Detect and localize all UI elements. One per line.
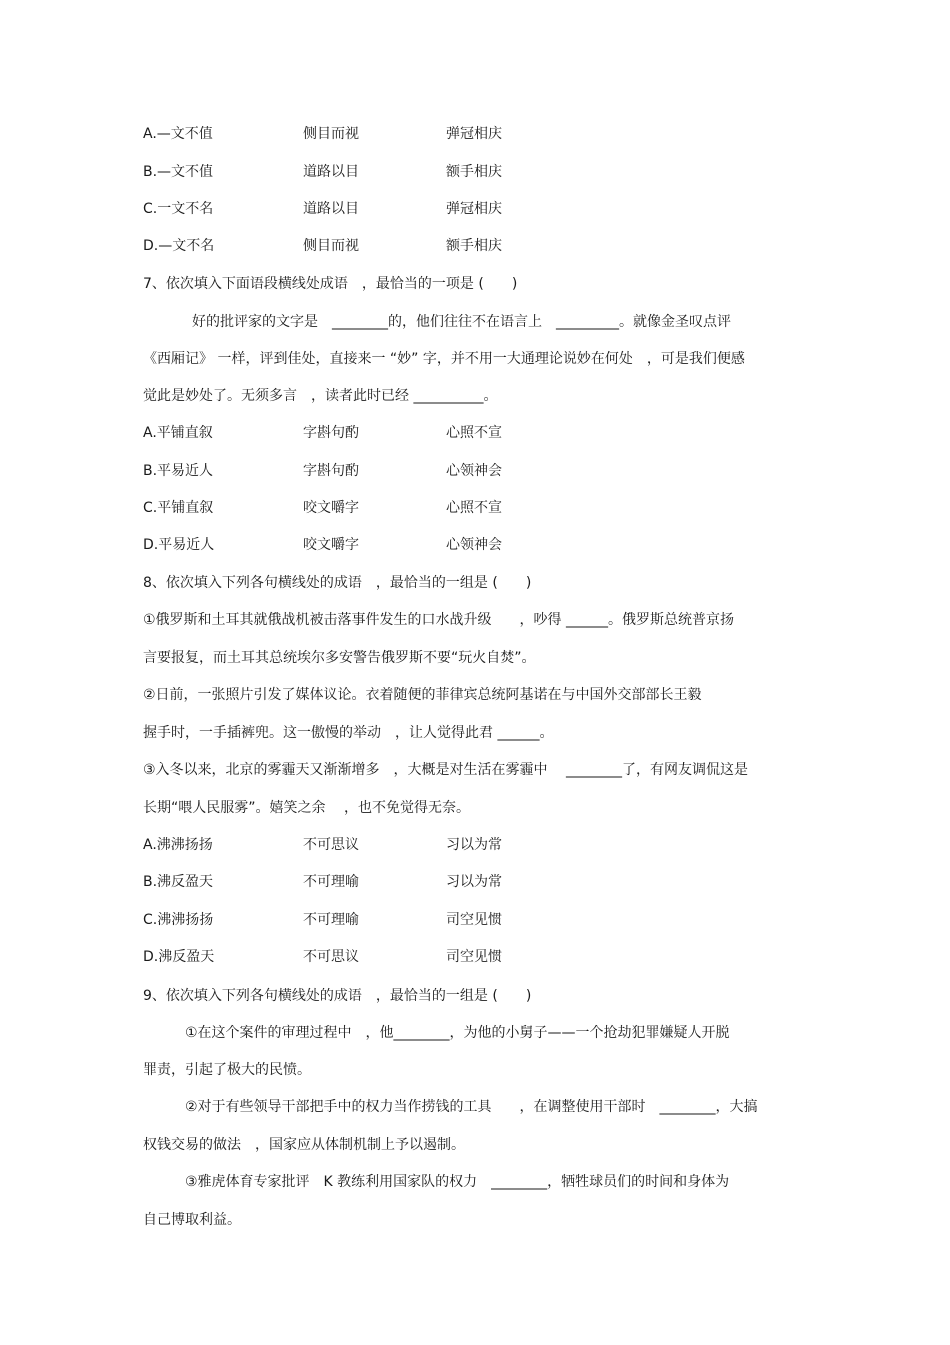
question-9-passage-line: 罪责，引起了极大的民愤。 (143, 1062, 311, 1078)
option-word: 侧目而视 (303, 126, 359, 142)
option-word: 心照不宣 (446, 500, 502, 516)
option-word: 心照不宣 (446, 425, 502, 441)
question-7-passage-line: 好的批评家的文字是 ________的，他们往往不在语言上 _________。就像金圣叹点评 (192, 314, 731, 330)
question-7-stem: 7、依次填入下面语段横线处成语 ，最恰当的一项是 ( ) (143, 276, 518, 292)
question-9-passage-line: ①在这个案件的审理过程中 ，他________，为他的小舅子——一个抢劫犯罪嫌疑人开脱 (185, 1025, 730, 1041)
question-9-passage-line: ②对于有些领导干部把手中的权力当作捞钱的工具 ，在调整使用干部时 ________，大搞 (185, 1099, 758, 1115)
option-word: 咬文嚼字 (303, 537, 359, 553)
option-word: 不可思议 (303, 949, 359, 965)
option-word: 弹冠相庆 (446, 201, 502, 217)
question-8-passage-line: 长期“喂人民服雾”。嬉笑之余 ，也不免觉得无奈。 (143, 800, 470, 816)
question-9-stem: 9、依次填入下列各句横线处的成语 ，最恰当的一组是 ( ) (143, 988, 532, 1004)
option-label: B.平易近人 (143, 463, 214, 479)
option-label: A.沸沸扬扬 (143, 837, 213, 853)
option-label: A.平铺直叙 (143, 425, 213, 441)
question-9-passage-line: 自己博取利益。 (143, 1212, 241, 1228)
option-word: 不可思议 (303, 837, 359, 853)
option-label: D.沸反盈天 (143, 949, 215, 965)
option-label: C.沸沸扬扬 (143, 912, 214, 928)
option-word: 不可理喻 (303, 912, 359, 928)
question-7-passage-line: 《西厢记》 一样，评到佳处，直接来一 “妙” 字，并不用一大通理论说妙在何处 ，可是我们便感 (143, 351, 745, 367)
option-word: 习以为常 (446, 874, 502, 890)
option-label: C.一文不名 (143, 201, 214, 217)
question-8-passage-line: 言要报复，而土耳其总统埃尔多安警告俄罗斯不要“玩火自焚”。 (143, 650, 536, 666)
option-label: D.—文不名 (143, 238, 215, 254)
option-word: 侧目而视 (303, 238, 359, 254)
question-8-passage-line: ①俄罗斯和土耳其就俄战机被击落事件发生的口水战升级 ，吵得 ______。俄罗斯总统普京扬 (143, 612, 734, 628)
option-label: A.—文不值 (143, 126, 213, 142)
option-word: 额手相庆 (446, 238, 502, 254)
option-word: 道路以目 (303, 201, 359, 217)
option-word: 心领神会 (446, 463, 502, 479)
option-label: B.—文不值 (143, 164, 214, 180)
question-9-passage-line: ③雅虎体育专家批评 K 教练利用国家队的权力 ________，牺牲球员们的时间和身体为 (185, 1174, 730, 1190)
option-word: 咬文嚼字 (303, 500, 359, 516)
option-word: 额手相庆 (446, 164, 502, 180)
option-word: 字斟句酌 (303, 463, 359, 479)
option-label: D.平易近人 (143, 537, 215, 553)
question-8-passage-line: ③入冬以来，北京的雾霾天又渐渐增多 ，大概是对生活在雾霾中 ________了，有网友调侃这是 (143, 762, 748, 778)
option-label: C.平铺直叙 (143, 500, 214, 516)
option-word: 心领神会 (446, 537, 502, 553)
option-word: 司空见惯 (446, 949, 502, 965)
option-word: 不可理喻 (303, 874, 359, 890)
question-9-passage-line: 权钱交易的做法 ，国家应从体制机制上予以遏制。 (143, 1137, 465, 1153)
question-8-passage-line: 握手时，一手插裤兜。这一傲慢的举动 ，让人觉得此君 ______。 (143, 725, 554, 741)
option-word: 弹冠相庆 (446, 126, 502, 142)
question-8-passage-line: ②日前，一张照片引发了媒体议论。衣着随便的菲律宾总统阿基诺在与中国外交部部长王毅 (143, 687, 702, 703)
question-7-passage-line: 觉此是妙处了。无须多言 ，读者此时已经 __________。 (143, 388, 498, 404)
option-word: 道路以目 (303, 164, 359, 180)
question-8-stem: 8、依次填入下列各句横线处的成语 ，最恰当的一组是 ( ) (143, 575, 532, 591)
option-label: B.沸反盈天 (143, 874, 214, 890)
option-word: 司空见惯 (446, 912, 502, 928)
option-word: 字斟句酌 (303, 425, 359, 441)
option-word: 习以为常 (446, 837, 502, 853)
